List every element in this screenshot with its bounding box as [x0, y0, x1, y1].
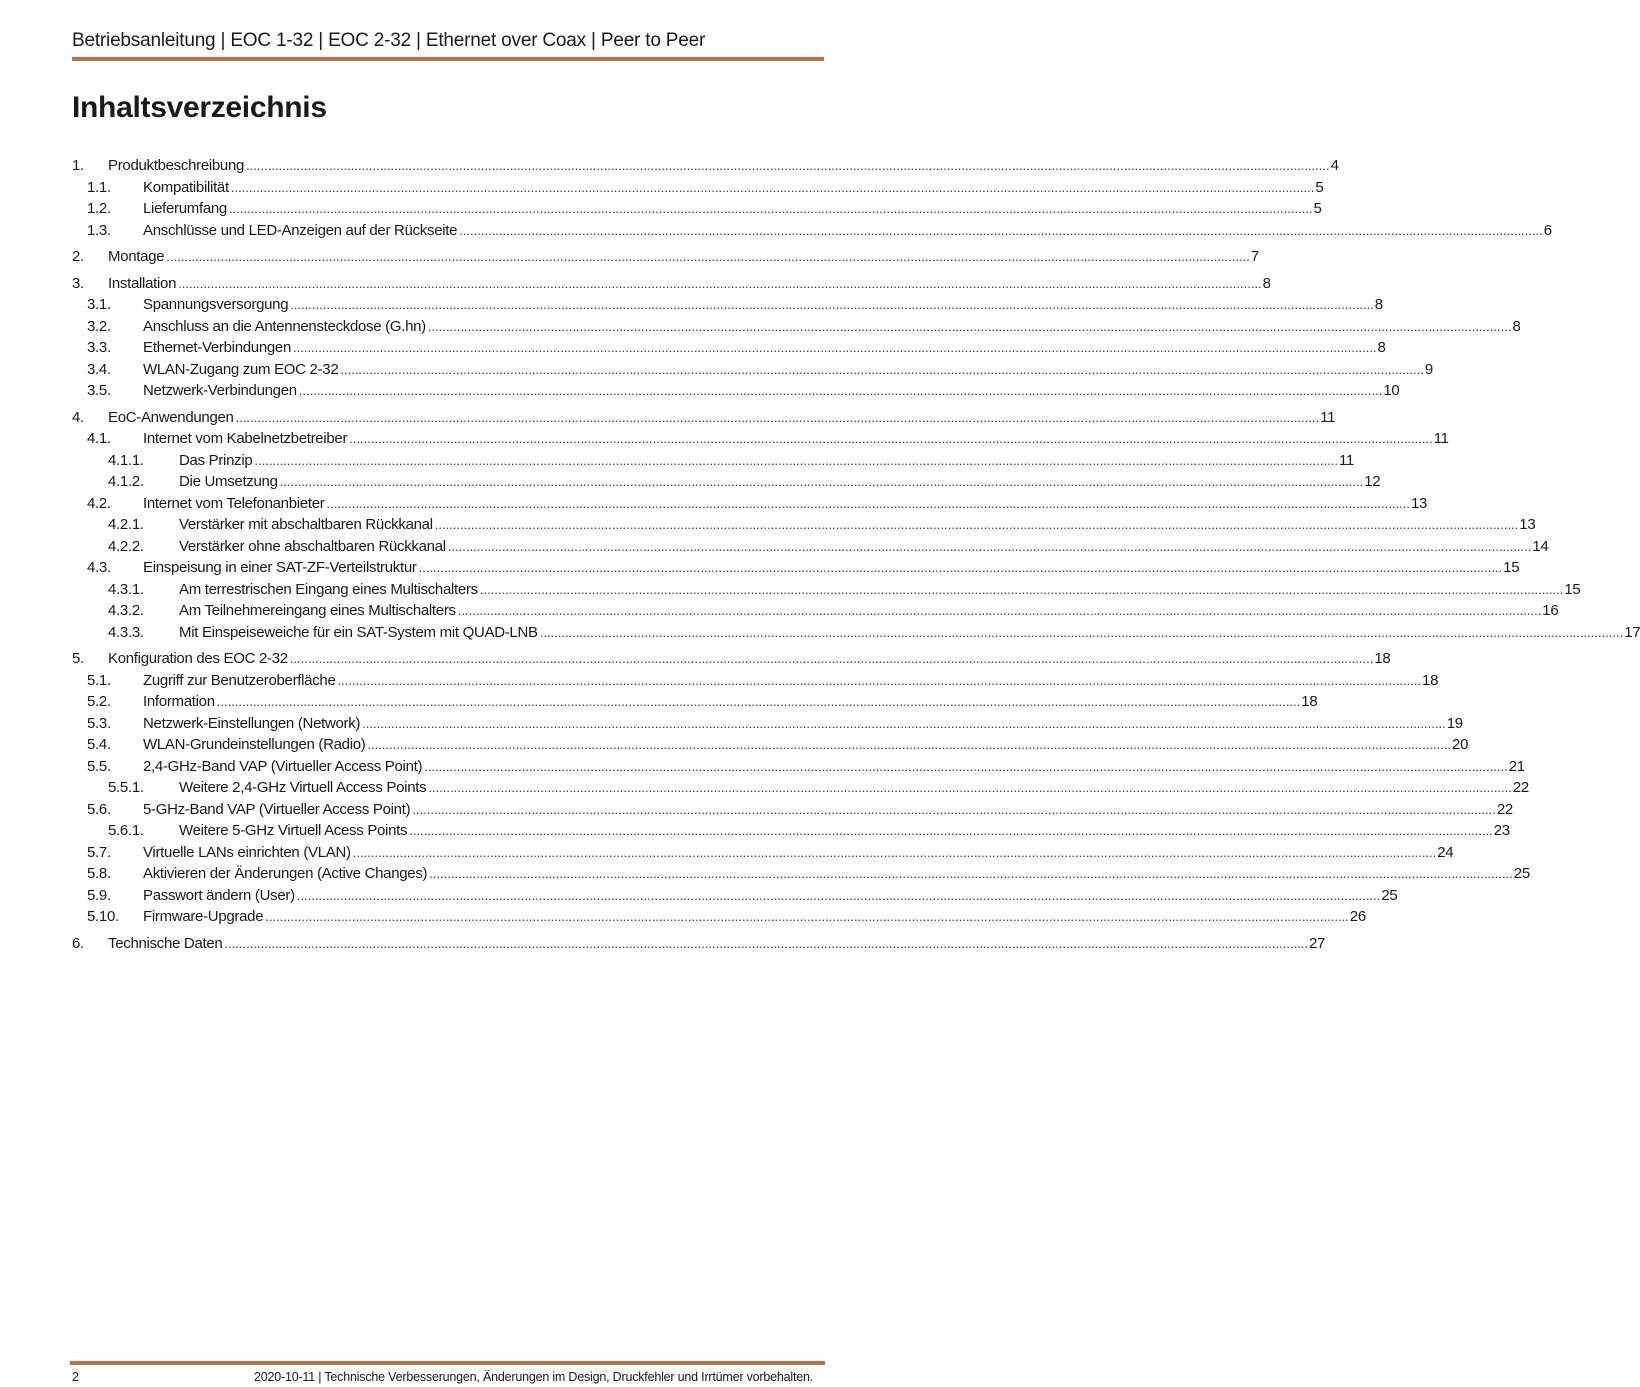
toc-entry-page: 8 [1374, 296, 1383, 313]
toc-entry-label: Die Umsetzung [179, 473, 278, 490]
toc-entry[interactable] [72, 906, 1366, 928]
toc-dot-leader: ............................................................................................................................................................................................................................................................................................................ [457, 603, 1542, 618]
toc-entry-label: Technische Daten [108, 934, 223, 952]
toc-dot-leader: ............................................................................................................................................................................................................................................................................................................ [293, 340, 1377, 355]
toc-dot-leader: ............................................................................................................................................................................................................................................................................................................ [254, 452, 1338, 468]
toc-entry[interactable] [72, 691, 1318, 713]
toc-entry-label: Montage [108, 248, 165, 265]
toc-entry-number: 3.5. [87, 382, 111, 399]
toc-entry-number: 5.3. [87, 714, 111, 732]
toc-entry-page: 16 [1542, 602, 1559, 619]
toc-entry[interactable] [72, 713, 1463, 735]
toc-dot-leader: ............................................................................................................................................................................................................................................................................................................ [230, 179, 1315, 195]
toc-entry-number: 5.5. [87, 757, 111, 775]
toc-entry[interactable] [72, 734, 1469, 756]
toc-entry[interactable] [72, 557, 1520, 579]
toc-entry-page: 15 [1564, 580, 1581, 598]
toc-entry-page: 22 [1512, 779, 1529, 796]
footer-rule [70, 1361, 825, 1365]
toc-entry-number: 4.1.1. [108, 451, 144, 469]
toc-entry-number: 5.7. [87, 843, 111, 861]
toc-dot-leader: ............................................................................................................................................................................................................................................................................................................ [367, 737, 1452, 752]
toc-dot-leader: ............................................................................................................................................................................................................................................................................................................ [459, 222, 1543, 238]
toc-entry-number: 5.6.1. [108, 822, 144, 839]
toc-entry-page: 27 [1309, 934, 1326, 952]
toc-entry-page: 5 [1313, 200, 1322, 217]
toc-entry-number: 4.3.1. [108, 580, 144, 598]
toc-dot-leader: ............................................................................................................................................................................................................................................................................................................ [340, 361, 1424, 377]
toc-dot-leader: ............................................................................................................................................................................................................................................................................................................ [290, 297, 1374, 312]
toc-entry[interactable] [72, 359, 1433, 381]
toc-entry[interactable] [72, 514, 1536, 536]
toc-entry[interactable] [72, 648, 1391, 670]
toc-entry-label: Zugriff zur Benutzeroberfläche [143, 671, 336, 689]
toc-entry-label: Verstärker ohne abschaltbaren Rückkanal [179, 537, 446, 555]
toc-entry-page: 7 [1250, 248, 1259, 265]
toc-entry[interactable] [72, 885, 1398, 907]
toc-entry-page: 14 [1532, 537, 1549, 555]
toc-dot-leader: ............................................................................................................................................................................................................................................................................................................ [166, 249, 1250, 264]
toc-entry[interactable] [72, 220, 1552, 242]
header-rule [72, 57, 824, 61]
toc-dot-leader: ............................................................................................................................................................................................................................................................................................................ [427, 318, 1512, 334]
toc-entry[interactable] [72, 536, 1549, 558]
toc-entry[interactable] [72, 380, 1400, 402]
toc-entry-page: 4 [1330, 157, 1339, 174]
toc-entry-label: Das Prinzip [179, 451, 253, 469]
toc-entry-number: 3.2. [87, 317, 111, 335]
toc-entry-number: 4. [72, 408, 84, 426]
toc-entry-label: Netzwerk-Einstellungen (Network) [143, 714, 361, 732]
toc-entry-number: 5.10. [87, 908, 119, 925]
toc-dot-leader: ............................................................................................................................................................................................................................................................................................................ [349, 431, 1433, 446]
toc-entry[interactable] [72, 777, 1529, 799]
toc-entry[interactable] [72, 799, 1513, 821]
toc-entry-number: 5. [72, 650, 84, 667]
footer-page-number: 2 [72, 1370, 79, 1384]
toc-entry-page: 18 [1374, 650, 1391, 667]
toc-entry-page: 11 [1320, 408, 1336, 426]
page-header [72, 28, 824, 61]
toc-dot-leader: ............................................................................................................................................................................................................................................................................................................ [296, 887, 1381, 903]
toc-entry-label: EoC-Anwendungen [108, 408, 234, 426]
toc-entry-label: Weitere 5-GHz Virtuell Acess Points [179, 822, 408, 839]
toc-entry-label: Virtuelle LANs einrichten (VLAN) [143, 843, 351, 861]
toc-dot-leader: ............................................................................................................................................................................................................................................................................................................ [479, 581, 1564, 597]
toc-entry[interactable] [72, 294, 1383, 316]
toc-entry[interactable] [72, 493, 1428, 515]
toc-entry[interactable] [72, 198, 1322, 220]
toc-entry-page: 22 [1496, 800, 1513, 818]
toc-dot-leader: ............................................................................................................................................................................................................................................................................................................ [352, 844, 1437, 860]
toc-entry-number: 5.5.1. [108, 779, 144, 796]
toc-entry-label: Mit Einspeiseweiche für ein SAT-System mit QUAD-LNB [179, 623, 538, 641]
toc-entry-label: Einspeisung in einer SAT-ZF-Verteilstruktur [143, 559, 417, 576]
toc-entry-label: Spannungsversorgung [143, 296, 289, 313]
toc-entry-number: 4.3. [87, 559, 111, 576]
toc-entry-page: 25 [1381, 886, 1398, 904]
toc-entry-label: 2,4-GHz-Band VAP (Virtueller Access Point) [143, 757, 423, 775]
toc-entry-number: 1.3. [87, 221, 111, 239]
toc-entry-number: 4.2. [87, 494, 111, 512]
toc-entry-number: 5.8. [87, 865, 111, 882]
toc-entry[interactable] [72, 246, 1259, 268]
toc-entry-page: 15 [1503, 559, 1520, 576]
toc-entry-label: Kompatibilität [143, 178, 229, 196]
toc-entry-label: Anschluss an die Antennensteckdose (G.hn) [143, 317, 426, 335]
toc-entry-number: 5.9. [87, 886, 111, 904]
toc-entry-number: 4.1.2. [108, 473, 144, 490]
toc-entry-page: 6 [1543, 221, 1552, 239]
toc-entry-label: Lieferumfang [143, 200, 227, 217]
toc-entry-label: WLAN-Zugang zum EOC 2-32 [143, 360, 339, 378]
toc-entry-label: Am Teilnehmereingang eines Multischalters [179, 602, 456, 619]
toc-dot-leader: ............................................................................................................................................................................................................................................................................................................ [362, 715, 1446, 731]
toc-dot-leader: ............................................................................................................................................................................................................................................................................................................ [428, 780, 1512, 795]
toc-dot-leader: ............................................................................................................................................................................................................................................................................................................ [289, 651, 1374, 666]
toc-dot-leader: ............................................................................................................................................................................................................................................................................................................ [447, 538, 1532, 554]
toc-entry-number: 3.4. [87, 360, 111, 378]
toc-entry-page: 10 [1383, 382, 1400, 399]
toc-entry-label: Information [143, 693, 215, 710]
toc-entry-page: 21 [1508, 757, 1525, 775]
toc-dot-leader: ............................................................................................................................................................................................................................................................................................................ [228, 201, 1313, 216]
toc-dot-leader: ............................................................................................................................................................................................................................................................................................................ [412, 801, 1496, 817]
toc-entry-page: 5 [1315, 178, 1324, 196]
toc-entry-page: 13 [1519, 516, 1536, 533]
page-footer [70, 1361, 825, 1385]
page-title: Inhaltsverzeichnis [72, 91, 327, 124]
toc-entry-number: 5.1. [87, 671, 111, 689]
toc-entry-label: Netzwerk-Verbindungen [143, 382, 297, 399]
toc-entry-number: 4.3.2. [108, 602, 144, 619]
footer-note: 2020-10-11 | Technische Verbesserungen, Änderungen im Design, Druckfehler und Irrtümer vorbehalten. [253, 1370, 813, 1384]
header-text: Betriebsanleitung | EOC 1-32 | EOC 2-32 | Ethernet over Coax | Peer to Peer [72, 30, 706, 51]
toc-entry-number: 5.2. [87, 693, 111, 710]
toc-entry-number: 4.1. [87, 430, 111, 447]
toc-dot-leader: ............................................................................................................................................................................................................................................................................................................ [424, 758, 1508, 774]
toc-entry[interactable] [72, 407, 1336, 429]
toc-entry-label: Anschlüsse und LED-Anzeigen auf der Rückseite [143, 221, 458, 239]
toc-entry[interactable] [72, 842, 1454, 864]
toc-entry-label: Am terrestrischen Eingang eines Multischalters [179, 580, 478, 598]
toc-entry-label: WLAN-Grundeinstellungen (Radio) [143, 736, 366, 753]
toc-entry-label: Firmware-Upgrade [143, 908, 264, 925]
toc-entry-label: Weitere 2,4-GHz Virtuell Access Points [179, 779, 427, 796]
toc-entry-label: Internet vom Telefonanbieter [143, 494, 325, 512]
toc-entry-label: Ethernet-Verbindungen [143, 339, 291, 356]
toc-entry-page: 25 [1513, 865, 1530, 882]
toc-entry-label: Verstärker mit abschaltbaren Rückkanal [179, 516, 433, 533]
toc-entry-number: 4.2.2. [108, 537, 144, 555]
toc-entry[interactable] [72, 933, 1326, 955]
toc-entry-number: 3.3. [87, 339, 111, 356]
toc-entry-number: 2. [72, 248, 84, 265]
toc-entry[interactable] [72, 316, 1521, 338]
toc-dot-leader: ............................................................................................................................................................................................................................................................................................................ [279, 474, 1364, 489]
toc-dot-leader: ............................................................................................................................................................................................................................................................................................................ [326, 495, 1410, 511]
toc-entry-page: 18 [1422, 671, 1439, 689]
toc-entry-page: 9 [1424, 360, 1433, 378]
toc-entry-page: 17 [1624, 623, 1640, 641]
toc-entry-number: 4.2.1. [108, 516, 144, 533]
toc-dot-leader: ............................................................................................................................................................................................................................................................................................................ [539, 624, 1624, 640]
table-of-contents [72, 155, 1640, 954]
toc-entry-number: 6. [72, 934, 84, 952]
toc-entry-number: 1.2. [87, 200, 111, 217]
toc-entry-number: 5.4. [87, 736, 111, 753]
toc-entry-label: Aktivieren der Änderungen (Active Changes) [143, 865, 428, 882]
toc-dot-leader: ............................................................................................................................................................................................................................................................................................................ [246, 158, 1330, 173]
toc-dot-leader: ............................................................................................................................................................................................................................................................................................................ [298, 383, 1383, 398]
toc-dot-leader: ............................................................................................................................................................................................................................................................................................................ [434, 517, 1519, 532]
toc-entry[interactable] [72, 579, 1581, 601]
toc-dot-leader: ............................................................................................................................................................................................................................................................................................................ [216, 694, 1301, 709]
toc-entry[interactable] [72, 756, 1525, 778]
toc-dot-leader: ............................................................................................................................................................................................................................................................................................................ [265, 909, 1349, 924]
toc-entry[interactable] [72, 670, 1439, 692]
toc-entry-label: Internet vom Kabelnetzbetreiber [143, 430, 348, 447]
toc-entry[interactable] [72, 863, 1530, 885]
toc-entry[interactable] [72, 820, 1510, 842]
toc-entry-page: 8 [1377, 339, 1386, 356]
toc-entry-number: 1. [72, 157, 84, 174]
toc-entry-page: 8 [1512, 317, 1521, 335]
toc-dot-leader: ............................................................................................................................................................................................................................................................................................................ [337, 672, 1422, 688]
toc-entry-number: 3. [72, 274, 84, 292]
toc-entry-number: 1.1. [87, 178, 111, 196]
toc-dot-leader: ............................................................................................................................................................................................................................................................................................................ [429, 866, 1513, 881]
toc-entry-page: 23 [1493, 822, 1510, 839]
toc-entry[interactable] [72, 600, 1559, 622]
toc-entry[interactable] [72, 428, 1449, 450]
toc-entry-page: 26 [1349, 908, 1366, 925]
toc-dot-leader: ............................................................................................................................................................................................................................................................................................................ [235, 409, 1320, 425]
toc-entry[interactable] [72, 471, 1381, 493]
toc-entry[interactable] [72, 273, 1271, 295]
toc-entry-label: Passwort ändern (User) [143, 886, 295, 904]
toc-entry[interactable] [72, 622, 1640, 644]
toc-entry-page: 12 [1364, 473, 1381, 490]
toc-entry-number: 5.6. [87, 800, 111, 818]
toc-entry-number: 3.1. [87, 296, 111, 313]
toc-entry-page: 13 [1411, 494, 1428, 512]
toc-entry-label: Installation [108, 274, 177, 292]
toc-entry[interactable] [72, 177, 1324, 199]
toc-dot-leader: ............................................................................................................................................................................................................................................................................................................ [178, 275, 1262, 291]
toc-entry-page: 18 [1301, 693, 1318, 710]
toc-entry-page: 8 [1262, 274, 1271, 292]
toc-entry-page: 24 [1437, 843, 1454, 861]
toc-entry[interactable] [72, 337, 1386, 359]
toc-entry-page: 19 [1446, 714, 1463, 732]
toc-entry-number: 4.3.3. [108, 623, 144, 641]
toc-entry[interactable] [72, 155, 1339, 177]
toc-entry-page: 11 [1433, 430, 1449, 447]
toc-entry-label: Produktbeschreibung [108, 157, 245, 174]
toc-entry-label: Konfiguration des EOC 2-32 [108, 650, 288, 667]
toc-entry-label: 5-GHz-Band VAP (Virtueller Access Point) [143, 800, 411, 818]
toc-entry[interactable] [72, 450, 1354, 472]
toc-dot-leader: ............................................................................................................................................................................................................................................................................................................ [224, 935, 1308, 951]
toc-dot-leader: ............................................................................................................................................................................................................................................................................................................ [418, 560, 1503, 575]
toc-entry-page: 20 [1452, 736, 1469, 753]
toc-dot-leader: ............................................................................................................................................................................................................................................................................................................ [409, 823, 1493, 838]
toc-entry-page: 11 [1338, 451, 1354, 469]
